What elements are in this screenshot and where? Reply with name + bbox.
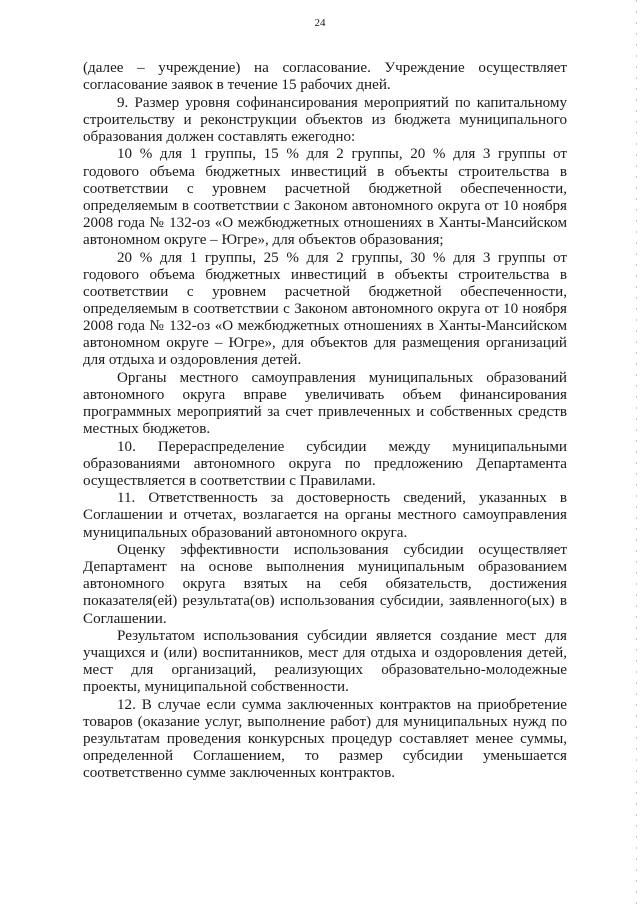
paragraph-item-11: 11. Ответственность за достоверность сведений, указанных в Соглашении и отчетах, возлагается на органы местного самоуправления муниципальных образований автономного округа. bbox=[83, 490, 567, 541]
scan-margin-marks bbox=[636, 0, 637, 905]
paragraph-recreation-rates: 20 % для 1 группы, 25 % для 2 группы, 30 % для 3 группы от годового объема бюджетных инвестиций в объекты строительства в соответствии с уровнем расчетной бюджетной обеспеченности, определяемым в соответствии с Законом автономного округа от 10 ноября 2008 года № 132-оз «О межбюджетных отношениях в Ханты-Мансийском автономном округе – Югре», для объектов для размещения организаций для отдыха и оздоровления детей. bbox=[83, 249, 567, 369]
paragraph-education-rates: 10 % для 1 группы, 15 % для 2 группы, 20 % для 3 группы от годового объема бюджетных инвестиций в объекты строительства в соответствии с уровнем расчетной бюджетной обеспеченности, определяемым в соответствии с Законом автономного округа от 10 ноября 2008 года № 132-оз «О межбюджетных отношениях в Ханты-Мансийском автономном округе – Югре», для объектов образования; bbox=[83, 146, 567, 248]
paragraph-item-10: 10. Перераспределение субсидии между муниципальными образованиями автономного округа по предложению Департамента осуществляется в соответствии с Правилами. bbox=[83, 438, 567, 489]
document-body bbox=[83, 60, 567, 783]
paragraph-efficiency: Оценку эффективности использования субсидии осуществляет Департамент на основе выполнения муниципальным образованием автономного округа взятых на себя обязательств, достижения показателя(ей) результата(ов) использования субсидии, заявленного(ых) в Соглашении. bbox=[83, 542, 567, 627]
paragraph-continuation: (далее – учреждение) на согласование. Учреждение осуществляет согласование заявок в течение 15 рабочих дней. bbox=[83, 60, 567, 94]
page-number: 24 bbox=[314, 17, 326, 29]
paragraph-item-12: 12. В случае если сумма заключенных контрактов на приобретение товаров (оказание услуг, выполнение работ) для муниципальных нужд по результатам проведения конкурсных процедур составляет менее суммы, определенной Соглашением, то размер субсидии уменьшается соответственно сумме заключенных контрактов. bbox=[83, 696, 567, 782]
paragraph-result: Результатом использования субсидии является создание мест для учащихся и (или) воспитанников, мест для отдыха и оздоровления детей, мест для организаций, реализующих образовательно-молодежные проекты, муниципальной собственности. bbox=[83, 628, 567, 696]
paragraph-local-government: Органы местного самоуправления муниципальных образований автономного округа вправе увеличивать объем финансирования программных мероприятий за счет привлеченных и собственных средств местных бюджетов. bbox=[83, 369, 567, 437]
paragraph-item-9: 9. Размер уровня софинансирования мероприятий по капитальному строительству и реконструкции объектов из бюджета муниципального образования должен составлять ежегодно: bbox=[83, 94, 567, 145]
